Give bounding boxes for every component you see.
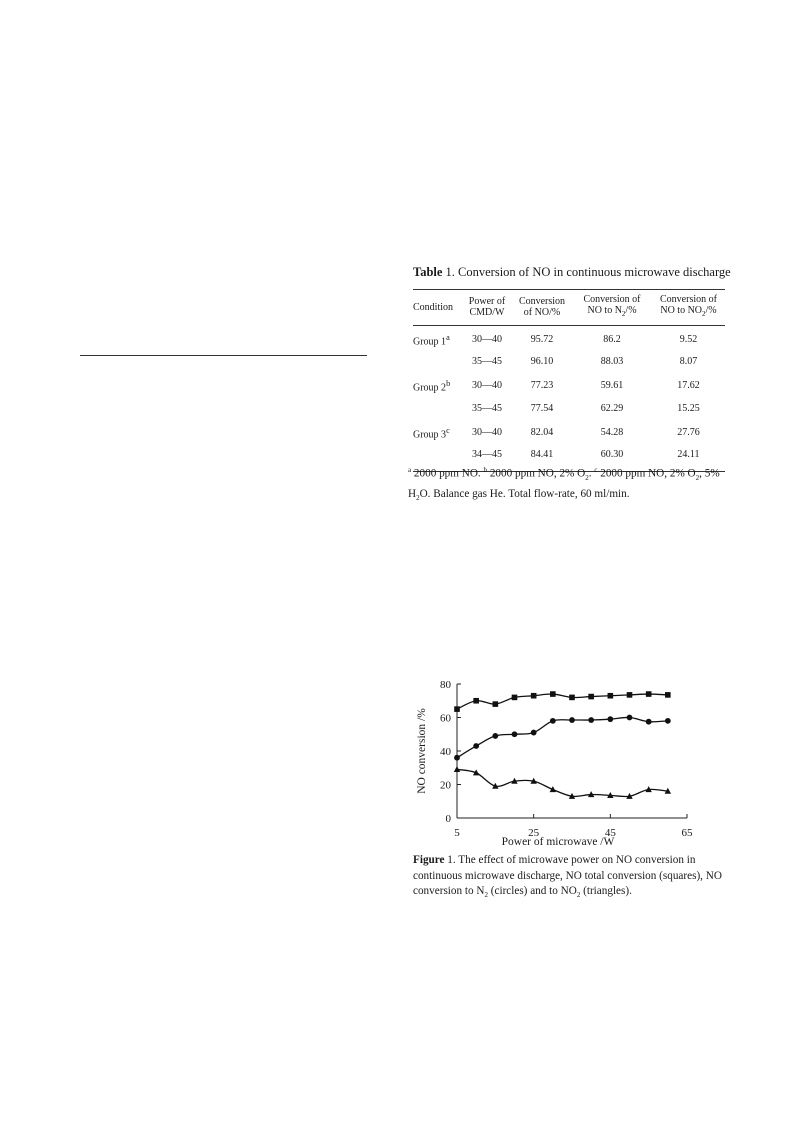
cell-conv-no: 82.04: [530, 426, 554, 438]
cell-power: 30—40: [472, 426, 502, 438]
cell-conv-no: 77.54: [530, 402, 554, 414]
conversion-table: [413, 290, 725, 471]
data-point-square: [531, 693, 537, 699]
table-row: [413, 352, 725, 372]
cell-condition: [413, 352, 462, 372]
header-power: Power of CMD/W: [468, 296, 506, 318]
table-row: [413, 326, 725, 352]
series-line: [457, 769, 668, 796]
cell-conv-n2: 60.30: [600, 448, 624, 460]
cell-conv-no2: 9.52: [679, 334, 698, 346]
data-point-square: [473, 698, 479, 704]
cell-conv-no: 96.10: [530, 356, 554, 368]
y-tick-label: 60: [440, 712, 451, 725]
cell-conv-n2: 88.03: [600, 356, 624, 368]
cell-condition: Group 1$^a$: [413, 333, 450, 348]
data-point-square: [588, 694, 594, 700]
x-tick-label: 25: [528, 827, 540, 839]
data-point-circle: [588, 717, 594, 723]
x-tick-label: 45: [604, 827, 616, 839]
cell-conv-n2: 86.2: [603, 334, 621, 346]
data-point-circle: [512, 731, 518, 737]
cell-condition: Group 2$^b$: [413, 379, 451, 394]
table-block: [413, 265, 731, 472]
conversion-chart: [405, 672, 705, 852]
series-line: [457, 694, 668, 709]
figure-caption: Figure 1. The effect of microwave power on NO conversion in continuous microwave discharge, NO total conversion (squares), NO conversion to $N_2$ (circles) and to $NO_2$ (triangles).: [413, 854, 722, 900]
figure-label: Figure: [413, 854, 445, 866]
cell-conv-no2: 8.07: [679, 356, 698, 368]
series-layer: [454, 691, 671, 799]
data-point-circle: [627, 715, 633, 721]
data-point-square: [627, 692, 633, 698]
cell-conv-no2: 27.76: [677, 426, 700, 438]
table-row: [413, 419, 725, 445]
data-point-circle: [473, 743, 479, 749]
cell-conv-no2: 24.11: [677, 448, 700, 460]
table-caption: Table 1. Conversion of NO in continuous microwave discharge: [413, 265, 731, 279]
y-ticks: [440, 679, 461, 825]
cell-conv-no: 84.41: [530, 448, 554, 460]
data-point-circle: [646, 719, 652, 725]
cell-condition: Group 3$^c$: [413, 425, 450, 440]
header-conv-n2: Conversion of NO to $N_2/\%$: [583, 294, 641, 318]
header-conv-no: Conversion of NO/%: [518, 296, 566, 318]
y-tick-label: 40: [440, 746, 451, 758]
cell-power: 30—40: [472, 380, 502, 392]
header-conv-no2: Conversion of NO to $NO_2/\%$: [660, 294, 717, 318]
y-tick-label: 20: [440, 779, 451, 792]
table-row: [413, 399, 725, 419]
data-point-square: [665, 692, 671, 698]
cell-condition: [413, 399, 462, 419]
cell-conv-no2: 17.62: [677, 380, 700, 392]
y-tick-label: 80: [440, 679, 451, 691]
data-point-square: [569, 695, 575, 701]
y-axis-label: NO conversion /%: [416, 708, 428, 794]
x-tick-label: 65: [681, 827, 693, 839]
data-point-square: [493, 701, 499, 707]
cell-conv-n2: 54.28: [600, 426, 624, 438]
data-point-circle: [454, 755, 460, 761]
data-point-circle: [531, 730, 537, 736]
series-triangle: [454, 766, 671, 799]
cell-power: 34—45: [472, 448, 502, 460]
table-label: Table: [413, 265, 443, 279]
y-tick-label: 0: [445, 813, 451, 825]
data-point-circle: [492, 733, 498, 739]
data-point-square: [608, 693, 614, 699]
series-circle: [454, 715, 671, 761]
cell-conv-no2: 15.25: [677, 402, 700, 414]
x-tick-label: 5: [454, 827, 460, 839]
table-footnote: $^a$ 2000 ppm NO. $^b$ 2000 ppm NO, 2% $O_2$. $^c$ 2000 ppm NO, 2% $O_2$, 5% $H_2O$. Balance gas He. Total flow-rate, 60 ml/min.: [408, 466, 720, 503]
cell-power: 35—45: [472, 402, 502, 414]
cell-conv-n2: 62.29: [600, 402, 624, 414]
header-condition: Condition: [413, 301, 454, 313]
cell-conv-no: 77.23: [530, 380, 554, 392]
table-row: [413, 372, 725, 398]
series-line: [457, 717, 668, 757]
data-point-square: [512, 695, 518, 701]
data-point-circle: [607, 716, 613, 722]
data-point-circle: [569, 717, 575, 723]
divider-line: [80, 355, 367, 356]
data-point-square: [646, 691, 652, 697]
data-point-circle: [665, 718, 671, 724]
data-point-square: [550, 691, 556, 697]
x-axis-label: Power of microwave /W: [501, 836, 615, 848]
cell-conv-no: 95.72: [530, 334, 554, 346]
data-point-triangle: [454, 766, 460, 772]
cell-power: 30—40: [472, 334, 502, 346]
cell-power: 35—45: [472, 356, 502, 368]
table-header-row: [413, 290, 725, 325]
cell-conv-n2: 59.61: [600, 380, 624, 392]
data-point-square: [454, 706, 460, 712]
series-square: [454, 691, 670, 712]
data-point-circle: [550, 718, 556, 724]
